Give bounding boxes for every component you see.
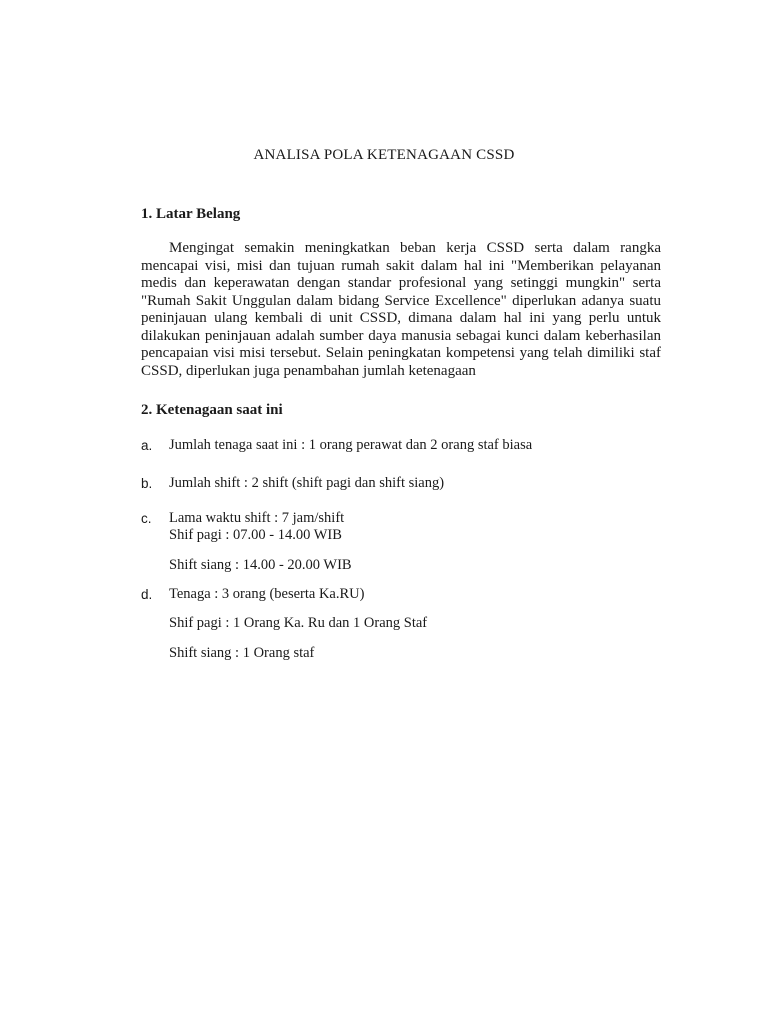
- list-item-text: Lama waktu shift : 7 jam/shift: [169, 510, 345, 526]
- list-marker: c.: [141, 511, 152, 526]
- shift-pagi-hours: Shif pagi : 07.00 - 14.00 WIB: [169, 527, 342, 543]
- list-item-text: Jumlah shift : 2 shift (shift pagi dan shift siang): [169, 475, 445, 491]
- shift-pagi-staff: Shif pagi : 1 Orang Ka. Ru dan 1 Orang Staf: [169, 615, 428, 631]
- shift-siang-hours: Shift siang : 14.00 - 20.00 WIB: [169, 557, 352, 573]
- list-marker: b.: [141, 476, 153, 491]
- list-marker: a.: [141, 438, 153, 453]
- list-item-text: Jumlah tenaga saat ini : 1 orang perawat dan 2 orang staf biasa: [169, 437, 533, 453]
- background-paragraph: Mengingat semakin meningkatkan beban kerja CSSD serta dalam rangka mencapai visi, misi dan tujuan rumah sakit dalam hal ini "Memberikan pelayanan medis dan keperawatan dengan standar profesional yang setinggi mungkin" serta "Rumah Sakit Unggulan dalam bidang Service Excellence" diperlukan adanya suatu peninjauan ulang kembali di unit CSSD, dimana dalam hal ini yang perlu untuk dilakukan peninjauan adalah sumber daya manusia sebagai kunci dalam keberhasilan pencapaian visi misi tersebut. Selain peningkatan kompetensi yang telah dimiliki staf CSSD, diperlukan juga penambahan jumlah ketenagaan: [141, 240, 661, 379]
- list-item-text: Tenaga : 3 orang (beserta Ka.RU): [169, 586, 365, 602]
- document-title: ANALISA POLA KETENAGAAN CSSD: [253, 147, 515, 163]
- section-heading-latar-belang: 1. Latar Belang: [141, 206, 241, 222]
- shift-siang-staff: Shift siang : 1 Orang staf: [169, 645, 315, 661]
- section-heading-ketenagaan: 2. Ketenagaan saat ini: [141, 402, 283, 418]
- list-marker: d.: [141, 587, 153, 602]
